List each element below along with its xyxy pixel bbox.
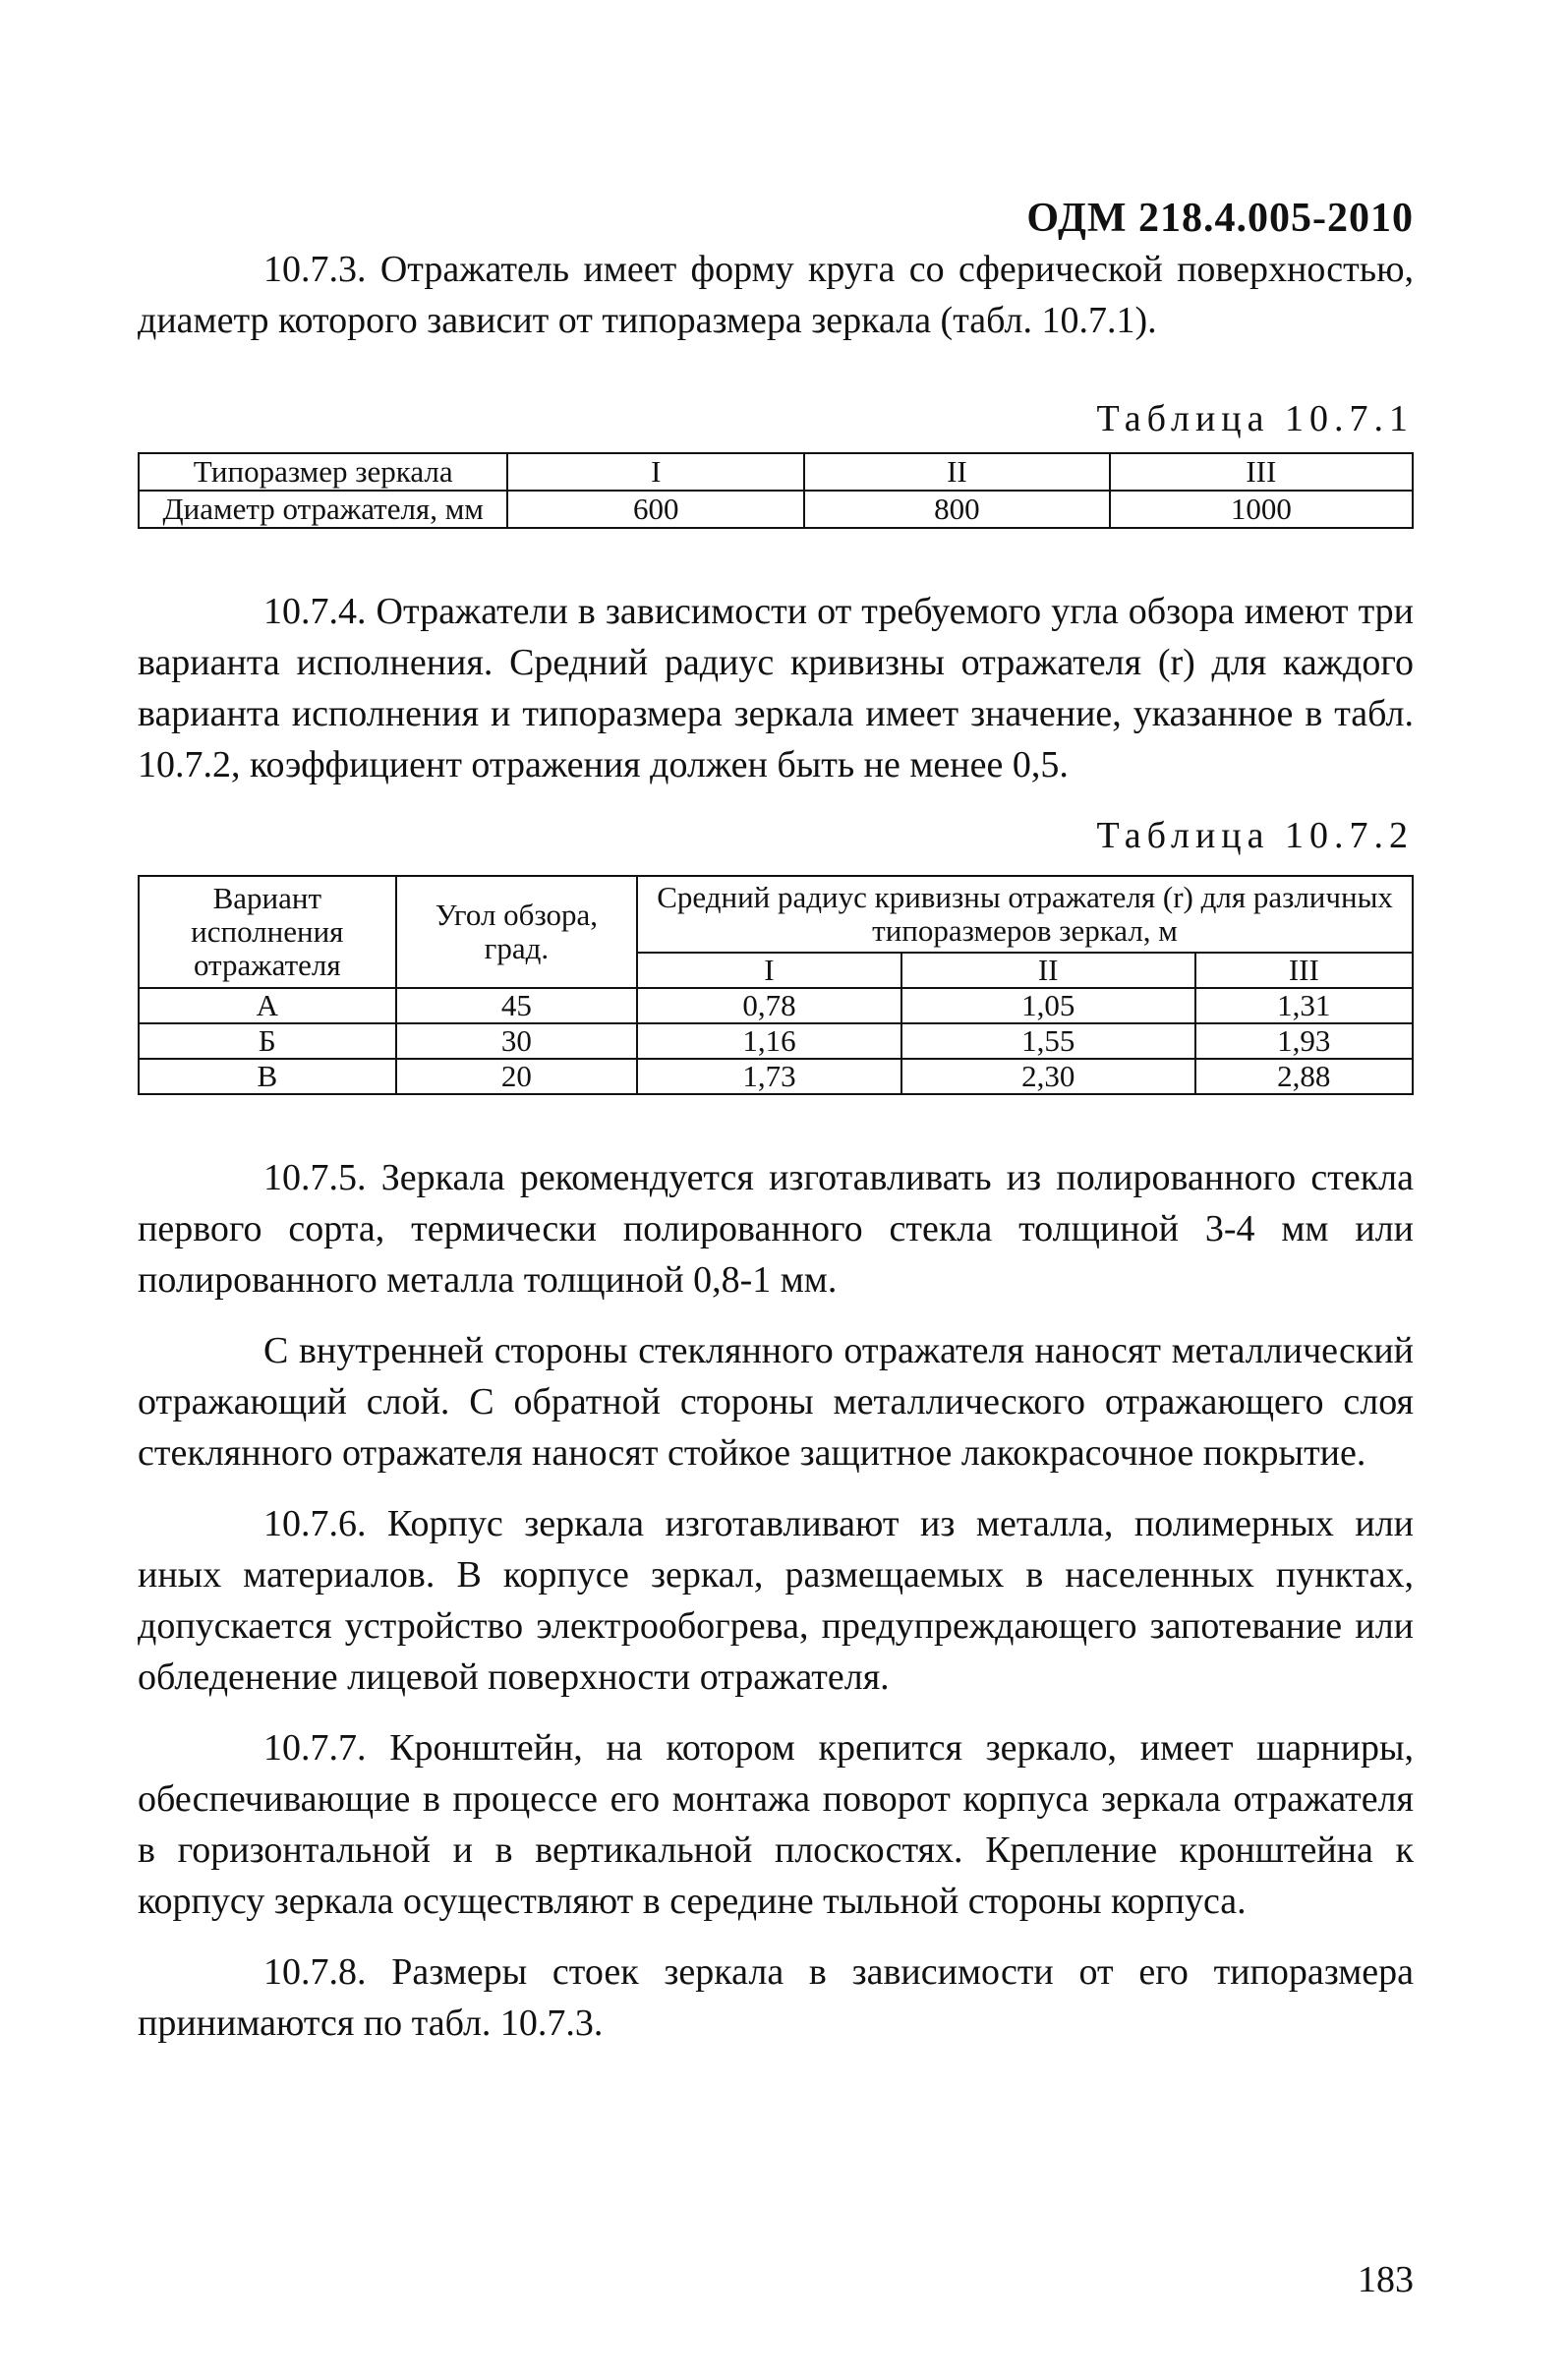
table-cell: 1,55: [901, 1023, 1195, 1059]
table-cell: 600: [507, 491, 804, 528]
table-cell: III: [1110, 453, 1413, 491]
paragraph-10-7-6: 10.7.6. Корпус зеркала изготавливают из металла, полимерных или иных материалов. В корпусе зеркал, размещаемых в населенных пунктах, допускается устройство электрообогрева, предупреждающего запотевание или обледенение лицевой поверхности отражателя.: [138, 1503, 1414, 1698]
paragraph-10-7-8: 10.7.8. Размеры стоек зеркала в зависимости от его типоразмера принимаются по табл. 10.7.3.: [138, 1951, 1414, 2044]
table-10-7-1-caption: Таблица 10.7.1: [1096, 398, 1414, 439]
subheader-size-3: III: [1195, 953, 1413, 988]
column-header-angle: Угол обзора, град.: [396, 876, 638, 988]
table-cell: 800: [804, 491, 1109, 528]
paragraph-inner-side: С внутренней стороны стеклянного отражателя наносят металлический отражающий слой. С обратной стороны металлического отражающего слоя стеклянного отражателя наносят стойкое защитное лакокрасочное покрытие.: [138, 1330, 1414, 1474]
table-cell: 1,31: [1195, 988, 1413, 1023]
table-cell: 0,78: [637, 988, 901, 1023]
table-cell: 2,30: [901, 1059, 1195, 1094]
column-header-radius: Средний радиус кривизны отражателя (r) для различных типоразмеров зеркал, м: [637, 876, 1413, 953]
table-header-row: [139, 876, 1413, 953]
table-cell: В: [139, 1059, 396, 1094]
table-cell: 30: [396, 1023, 638, 1059]
page-number: 183: [1358, 2259, 1414, 2300]
table-10-7-2: [138, 875, 1414, 1095]
table-row: [139, 1059, 1413, 1094]
table-cell: 1,73: [637, 1059, 901, 1094]
column-header-variant: Вариант исполнения отражателя: [139, 876, 396, 988]
subheader-size-2: II: [901, 953, 1195, 988]
table-row: [139, 453, 1413, 491]
page-content: [138, 193, 1414, 2049]
table-cell: 45: [396, 988, 638, 1023]
table-10-7-1: [138, 452, 1414, 529]
paragraph-10-7-3: 10.7.3. Отражатель имеет форму круга со сферической поверхностью, диаметр которого зависит от типоразмера зеркала (табл. 10.7.1).: [138, 249, 1414, 341]
table-cell: 2,88: [1195, 1059, 1413, 1094]
table-row: [139, 988, 1413, 1023]
table-10-7-2-caption: Таблица 10.7.2: [1096, 815, 1414, 856]
document-code: ОДМ 218.4.005-2010: [1026, 196, 1414, 241]
table-cell: 20: [396, 1059, 638, 1094]
table-cell: А: [139, 988, 396, 1023]
table-cell-label: Типоразмер зеркала: [139, 453, 507, 491]
subheader-size-1: I: [637, 953, 901, 988]
table-cell: 1,93: [1195, 1023, 1413, 1059]
table-cell: II: [804, 453, 1109, 491]
table-cell: I: [507, 453, 804, 491]
table-cell: 1000: [1110, 491, 1413, 528]
paragraph-10-7-7: 10.7.7. Кронштейн, на котором крепится зеркало, имеет шарниры, обеспечивающие в процессе его монтажа поворот корпуса зеркала отражателя в горизонтальной и в вертикальной плоскостях. Крепление кронштейна к корпусу зеркала осуществляют в середине тыльной стороны корпуса.: [138, 1727, 1414, 1922]
table-cell: 1,16: [637, 1023, 901, 1059]
paragraph-10-7-5: 10.7.5. Зеркала рекомендуется изготавливать из полированного стекла первого сорта, термически полированного стекла толщиной 3-4 мм или полированного металла толщиной 0,8-1 мм.: [138, 1157, 1414, 1301]
table-cell: Б: [139, 1023, 396, 1059]
table-row: [139, 491, 1413, 528]
table-cell: 1,05: [901, 988, 1195, 1023]
table-row: [139, 1023, 1413, 1059]
paragraph-10-7-4: 10.7.4. Отражатели в зависимости от требуемого угла обзора имеют три варианта исполнения. Средний радиус кривизны отражателя (r) для каждого варианта исполнения и типоразмера зеркала имеет значение, указанное в табл. 10.7.2, коэффициент отражения должен быть не менее 0,5.: [138, 591, 1414, 785]
table-cell-label: Диаметр отражателя, мм: [139, 491, 507, 528]
